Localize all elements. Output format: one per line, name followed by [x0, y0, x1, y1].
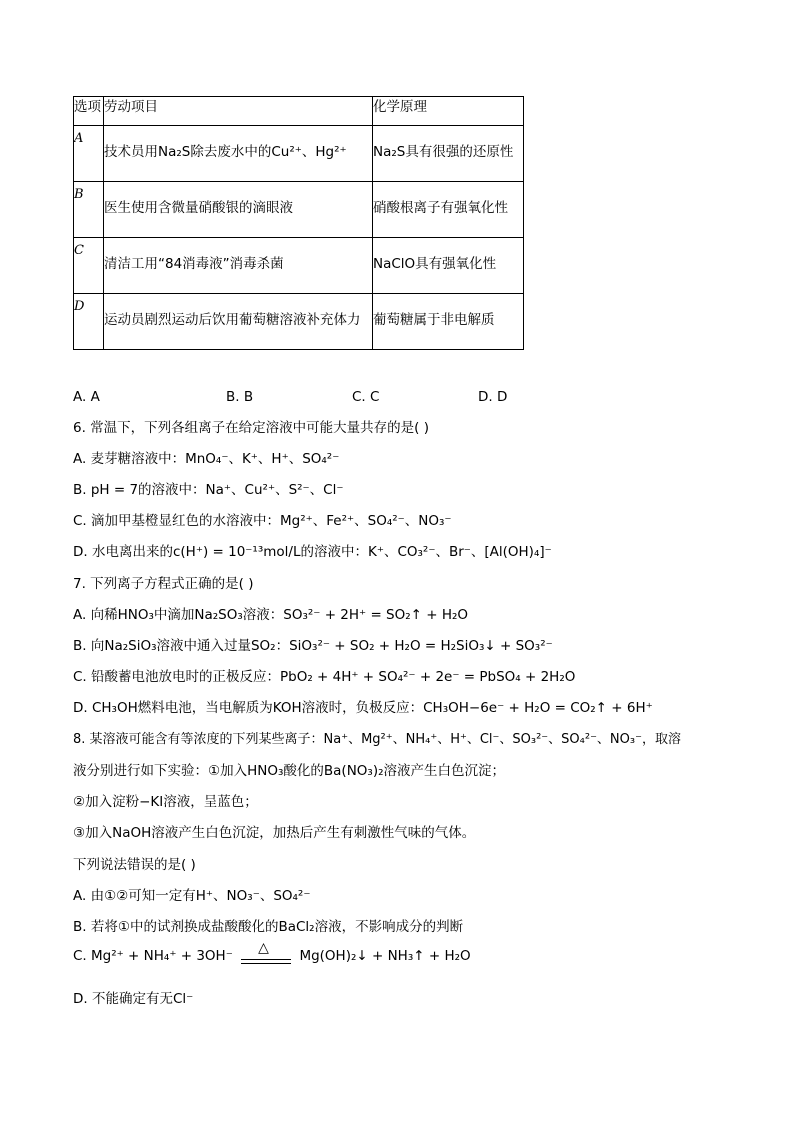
heat-equals-sign	[241, 940, 291, 966]
table-row	[74, 294, 524, 350]
q7-option-b[interactable]: B. 向Na₂SiO₃溶液中通入过量SO₂：SiO₃²⁻ + SO₂ + H₂O = H₂SiO₃↓ + SO₃²⁻	[73, 638, 553, 654]
q6-stem: 6. 常温下，下列各组离子在给定溶液中可能大量共存的是( )	[73, 420, 429, 436]
q5-choice-b[interactable]: B. B	[226, 389, 254, 405]
q8-experiment-3: ③加入NaOH溶液产生白色沉淀，加热后产生有刺激性气味的气体。	[73, 825, 476, 841]
q8-stem-line1: 8. 某溶液可能含有等浓度的下列某些离子：Na⁺、Mg²⁺、NH₄⁺、H⁺、Cl⁻、SO₃²⁻、SO₄²⁻、NO₃⁻，取溶	[73, 732, 681, 747]
header-principle: 化学原理	[373, 97, 524, 126]
row-project: 技术员用Na₂S除去废水中的Cu²⁺、Hg²⁺	[104, 144, 347, 160]
q8-stem-line2: 液分别进行如下实验：①加入HNO₃酸化的Ba(NO₃)₂溶液产生白色沉淀；	[73, 763, 506, 779]
table-header-row	[74, 97, 524, 126]
q6-option-b[interactable]: B. pH = 7的溶液中：Na⁺、Cu²⁺、S²⁻、Cl⁻	[73, 482, 344, 498]
row-principle: 葡萄糖属于非电解质	[373, 312, 495, 328]
header-option: 选项	[74, 97, 104, 126]
row-option: A	[74, 131, 84, 146]
q8-question: 下列说法错误的是( )	[73, 857, 196, 873]
q8-option-c-right: Mg(OH)₂↓ + NH₃↑ + H₂O	[299, 948, 471, 964]
q8-option-b[interactable]: B. 若将①中的试剂换成盐酸酸化的BaCl₂溶液，不影响成分的判断	[73, 919, 464, 935]
row-principle: 硝酸根离子有强氧化性	[373, 200, 508, 216]
q8-option-c[interactable]	[73, 940, 471, 966]
q8-option-d[interactable]: D. 不能确定有无Cl⁻	[73, 991, 194, 1007]
q7-stem: 7. 下列离子方程式正确的是( )	[73, 576, 254, 592]
q7-option-d[interactable]: D. CH₃OH燃料电池，当电解质为KOH溶液时，负极反应：CH₃OH−6e⁻ + H₂O = CO₂↑ + 6H⁺	[73, 700, 653, 716]
row-option: C	[74, 243, 84, 258]
table-row	[74, 238, 524, 294]
heat-condition: △	[258, 940, 269, 956]
row-project: 运动员剧烈运动后饮用葡萄糖溶液补充体力	[104, 312, 361, 328]
row-option: B	[74, 187, 84, 202]
q8-experiment-2: ②加入淀粉−KI溶液，呈蓝色；	[73, 794, 258, 810]
q7-option-a[interactable]: A. 向稀HNO₃中滴加Na₂SO₃溶液：SO₃²⁻ + 2H⁺ = SO₂↑ + H₂O	[73, 607, 469, 623]
row-project: 清洁工用“84消毒液”消毒杀菌	[104, 256, 284, 272]
row-option: D	[74, 299, 85, 314]
row-project: 医生使用含微量硝酸银的滴眼液	[104, 200, 293, 216]
q7-option-c[interactable]: C. 铅酸蓄电池放电时的正极反应：PbO₂ + 4H⁺ + SO₄²⁻ + 2e⁻ = PbSO₄ + 2H₂O	[73, 669, 576, 685]
table-row	[74, 126, 524, 182]
q8-option-a[interactable]: A. 由①②可知一定有H⁺、NO₃⁻、SO₄²⁻	[73, 888, 311, 904]
q5-choice-d[interactable]: D. D	[478, 389, 508, 405]
row-principle: NaClO具有强氧化性	[373, 256, 497, 272]
question-5-table	[73, 96, 524, 350]
header-project: 劳动项目	[104, 97, 373, 126]
q6-option-d[interactable]: D. 水电离出来的c(H⁺) = 10⁻¹³mol/L的溶液中：K⁺、CO₃²⁻、Br⁻、[Al(OH)₄]⁻	[73, 544, 552, 560]
q5-choice-a[interactable]: A. A	[73, 389, 100, 405]
q6-option-c[interactable]: C. 滴加甲基橙显红色的水溶液中：Mg²⁺、Fe²⁺、SO₄²⁻、NO₃⁻	[73, 513, 452, 529]
q8-option-c-left: C. Mg²⁺ + NH₄⁺ + 3OH⁻	[73, 948, 233, 964]
table-row	[74, 182, 524, 238]
q5-choice-c[interactable]: C. C	[352, 389, 380, 405]
q6-option-a[interactable]: A. 麦芽糖溶液中：MnO₄⁻、K⁺、H⁺、SO₄²⁻	[73, 451, 340, 467]
row-principle: Na₂S具有很强的还原性	[373, 144, 514, 160]
